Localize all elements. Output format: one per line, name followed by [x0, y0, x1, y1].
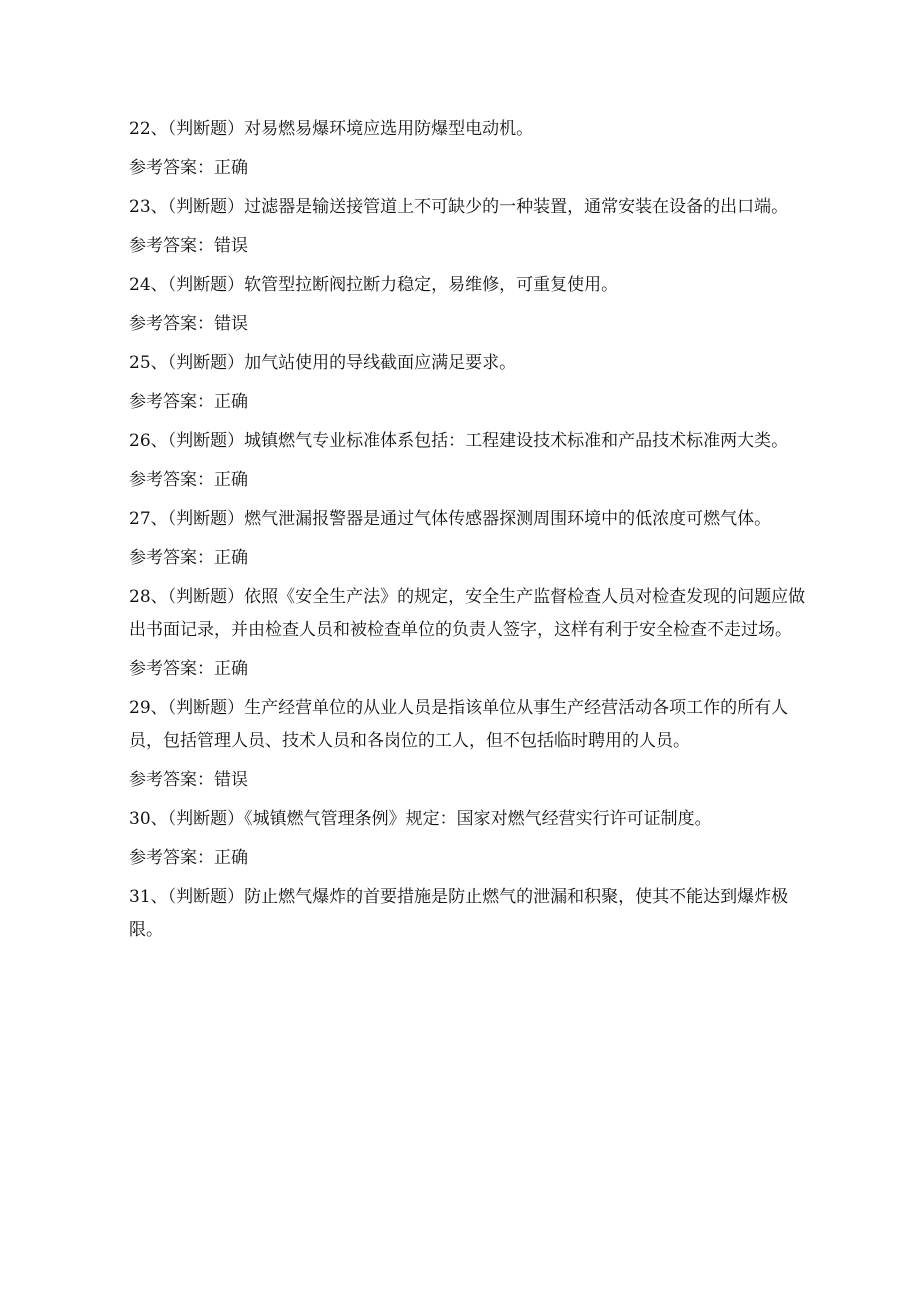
- question-item-23: [129, 191, 819, 263]
- answer-text: 参考答案：错误: [129, 236, 248, 256]
- question-text: 26、（判断题）城镇燃气专业标准体系包括：工程建设技术标准和产品技术标准两大类。: [129, 431, 789, 451]
- answer-text: 参考答案：错误: [129, 770, 248, 790]
- answer-text: 参考答案：正确: [129, 848, 248, 868]
- question-item-27: [129, 503, 819, 575]
- question-text: 28、（判断题）依照《安全生产法》的规定，安全生产监督检查人员对检查发现的问题应做出书面记录，并由检查人员和被检查单位的负责人签字，这样有利于安全检查不走过场。: [129, 587, 806, 640]
- question-text: 29、（判断题）生产经营单位的从业人员是指该单位从事生产经营活动各项工作的所有人员，包括管理人员、技术人员和各岗位的工人，但不包括临时聘用的人员。: [129, 698, 789, 751]
- question-item-31: [129, 881, 819, 947]
- question-text: 25、（判断题）加气站使用的导线截面应满足要求。: [129, 353, 517, 373]
- question-text: 27、（判断题）燃气泄漏报警器是通过气体传感器探测周围环境中的低浓度可燃气体。: [129, 509, 772, 529]
- question-item-25: [129, 347, 819, 419]
- question-item-26: [129, 425, 819, 497]
- question-text: 30、（判断题）《城镇燃气管理条例》规定：国家对燃气经营实行许可证制度。: [129, 809, 712, 829]
- question-item-28: [129, 581, 819, 686]
- answer-text: 参考答案：正确: [129, 470, 248, 490]
- answer-text: 参考答案：正确: [129, 659, 248, 679]
- question-item-22: [129, 113, 819, 185]
- answer-text: 参考答案：正确: [129, 158, 248, 178]
- answer-text: 参考答案：错误: [129, 314, 248, 334]
- question-text: 23、（判断题）过滤器是输送接管道上不可缺少的一种装置，通常安装在设备的出口端。: [129, 197, 789, 217]
- question-item-24: [129, 269, 819, 341]
- question-list: [129, 113, 819, 947]
- answer-text: 参考答案：正确: [129, 392, 248, 412]
- answer-text: 参考答案：正确: [129, 548, 248, 568]
- question-text: 31、（判断题）防止燃气爆炸的首要措施是防止燃气的泄漏和积聚，使其不能达到爆炸极限。: [129, 887, 789, 940]
- question-text: 24、（判断题）软管型拉断阀拉断力稳定，易维修，可重复使用。: [129, 275, 619, 295]
- question-text: 22、（判断题）对易燃易爆环境应选用防爆型电动机。: [129, 119, 534, 139]
- question-item-30: [129, 803, 819, 875]
- question-item-29: [129, 692, 819, 797]
